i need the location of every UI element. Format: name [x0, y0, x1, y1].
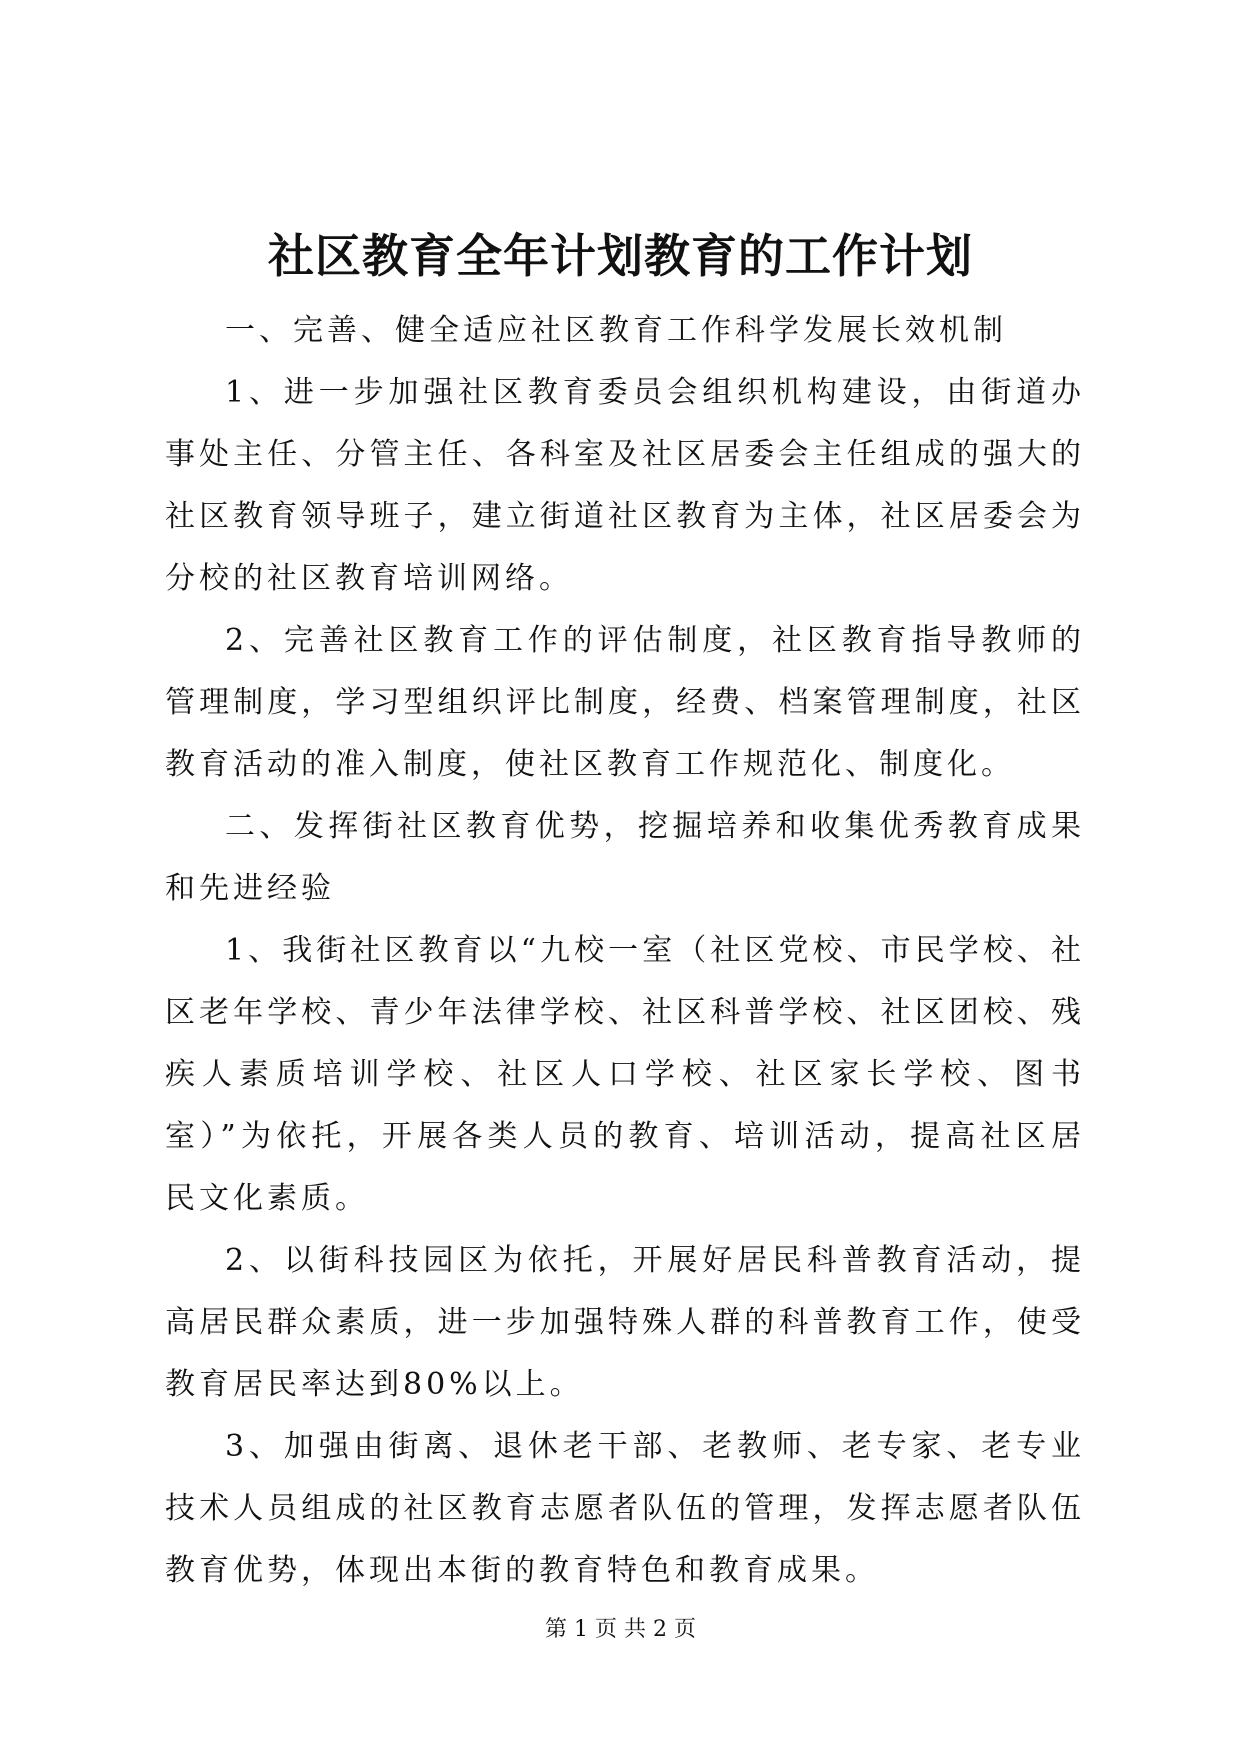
document-body [165, 300, 1085, 1602]
paragraph: 2、以街科技园区为依托，开展好居民科普教育活动，提高居民群众素质，进一步加强特殊人群的科普教育工作，使受教育居民率达到80%以上。 [165, 1243, 1085, 1402]
document-title: 社区教育全年计划教育的工作计划 [268, 229, 973, 283]
paragraph: 3、加强由街离、退休老干部、老教师、老专家、老专业技术人员组成的社区教育志愿者队伍的管理，发挥志愿者队伍教育优势，体现出本街的教育特色和教育成果。 [165, 1429, 1085, 1588]
page-footer: 第 1 页 共 2 页 [545, 1617, 696, 1642]
paragraph: 1、我街社区教育以“九校一室（社区党校、市民学校、社区老年学校、青少年法律学校、社区科普学校、社区团校、残疾人素质培训学校、社区人口学校、社区家长学校、图书室）”为依托，开展各类人员的教育、培训活动，提高社区居民文化素质。 [165, 933, 1085, 1216]
section-heading-1: 一、完善、健全适应社区教育工作科学发展长效机制 [225, 313, 1007, 348]
paragraph: 1、进一步加强社区教育委员会组织机构建设，由街道办事处主任、分管主任、各科室及社区居委会主任组成的强大的社区教育领导班子，建立街道社区教育为主体，社区居委会为分校的社区教育培训网络。 [165, 375, 1085, 596]
paragraph: 2、完善社区教育工作的评估制度，社区教育指导教师的管理制度，学习型组织评比制度，经费、档案管理制度，社区教育活动的准入制度，使社区教育工作规范化、制度化。 [165, 623, 1085, 782]
section-heading-2: 二、发挥街社区教育优势，挖掘培养和收集优秀教育成果和先进经验 [165, 809, 1085, 906]
